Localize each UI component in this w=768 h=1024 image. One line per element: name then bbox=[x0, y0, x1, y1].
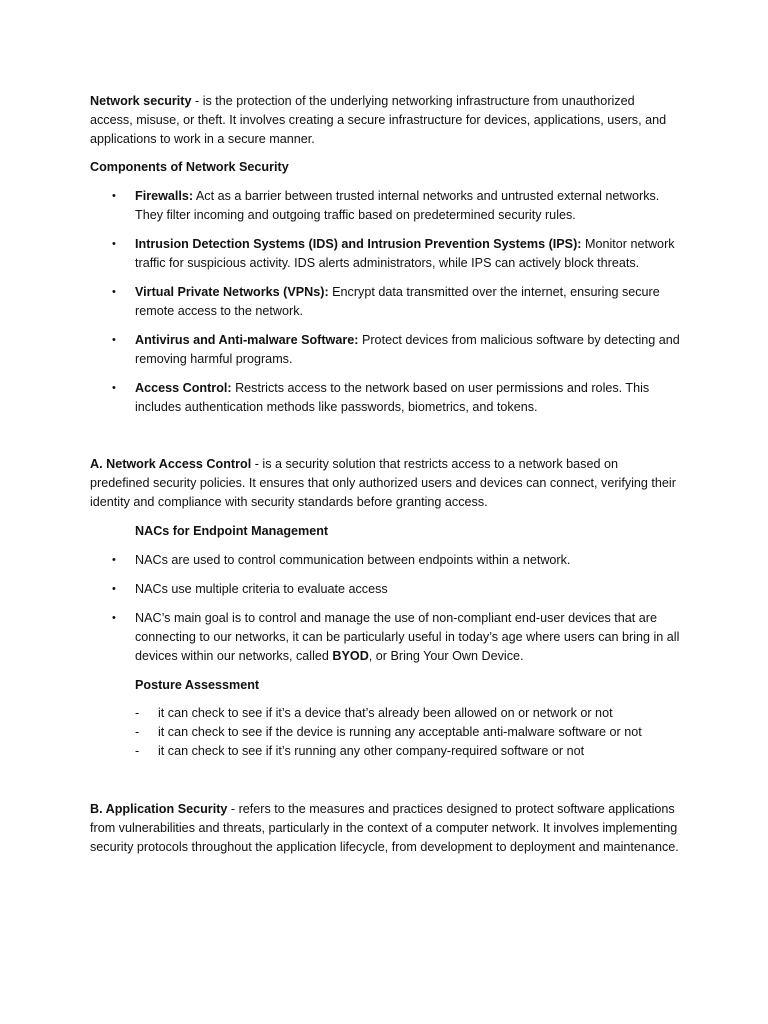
list-item bbox=[90, 187, 680, 225]
list-item bbox=[90, 580, 680, 599]
item-text: NACs use multiple criteria to evaluate access bbox=[135, 582, 388, 596]
list-item: - it can check to see if it’s running any other company-required software or not bbox=[90, 742, 680, 761]
nac-paragraph bbox=[90, 455, 680, 512]
nac-text: - is a security solution that restricts access to a network based on predefined security policies. It ensures that only authorized users and devices can connect, verifying their identity and compliance with security standards before granting access. bbox=[90, 457, 676, 509]
posture-list bbox=[90, 704, 680, 761]
list-item bbox=[90, 379, 680, 417]
appsec-term: B. Application Security bbox=[90, 802, 228, 816]
posture-heading: Posture Assessment bbox=[135, 678, 260, 692]
item-term: Antivirus and Anti-malware Software: bbox=[135, 333, 359, 347]
list-item bbox=[90, 331, 680, 369]
item-text: , or Bring Your Own Device. bbox=[368, 649, 524, 663]
item-term: Firewalls: bbox=[135, 189, 194, 203]
item-text: Act as a barrier between trusted internal networks and untrusted external networks. They filter incoming and outgoing traffic based on predetermined security rules. bbox=[135, 189, 660, 222]
item-text: Monitor network traffic for suspicious activity. IDS alerts administrators, while IPS can actively block threats. bbox=[135, 237, 675, 270]
components-list bbox=[90, 187, 680, 427]
list-item: - it can check to see if it’s a device that’s already been allowed on or network or not bbox=[90, 704, 680, 723]
item-term: Access Control: bbox=[135, 381, 232, 395]
item-term: Virtual Private Networks (VPNs): bbox=[135, 285, 329, 299]
item-text: Restricts access to the network based on user permissions and roles. This includes authentication methods like passwords, biometrics, and tokens. bbox=[135, 381, 650, 414]
byod-term: BYOD bbox=[332, 649, 369, 663]
list-item: - it can check to see if the device is running any acceptable anti-malware software or not bbox=[90, 723, 680, 742]
appsec-text: - refers to the measures and practices designed to protect software applications from vulnerabilities and threats, particularly in the context of a computer network. It involves implementing security protocols throughout the application lifecycle, from development to deployment and maintenance. bbox=[90, 802, 679, 854]
components-heading: Components of Network Security bbox=[90, 160, 289, 174]
nac-term: A. Network Access Control bbox=[90, 457, 252, 471]
item-text: Protect devices from malicious software by detecting and removing harmful programs. bbox=[135, 333, 680, 366]
nac-list bbox=[90, 551, 680, 676]
item-text: Encrypt data transmitted over the internet, ensuring secure remote access to the network. bbox=[135, 285, 660, 318]
list-item bbox=[90, 283, 680, 321]
list-item bbox=[90, 609, 680, 666]
intro-text: - is the protection of the underlying networking infrastructure from unauthorized access, misuse, or theft. It involves creating a secure infrastructure for devices, applications, users, and applications to work in a secure manner. bbox=[90, 94, 667, 146]
nac-subheading: NACs for Endpoint Management bbox=[135, 524, 329, 538]
list-item bbox=[90, 235, 680, 273]
intro-term: Network security bbox=[90, 94, 192, 108]
list-item bbox=[90, 551, 680, 570]
item-text: NAC’s main goal is to control and manage the use of non-compliant end-user devices that are connecting to our networks, it can be particularly useful in today’s age where users can bring in all devices within our networks, called bbox=[135, 611, 680, 663]
appsec-paragraph bbox=[90, 800, 680, 857]
intro-paragraph bbox=[90, 92, 680, 149]
item-text: NACs are used to control communication between endpoints within a network. bbox=[135, 553, 571, 567]
item-term: Intrusion Detection Systems (IDS) and Intrusion Prevention Systems (IPS): bbox=[135, 237, 582, 251]
